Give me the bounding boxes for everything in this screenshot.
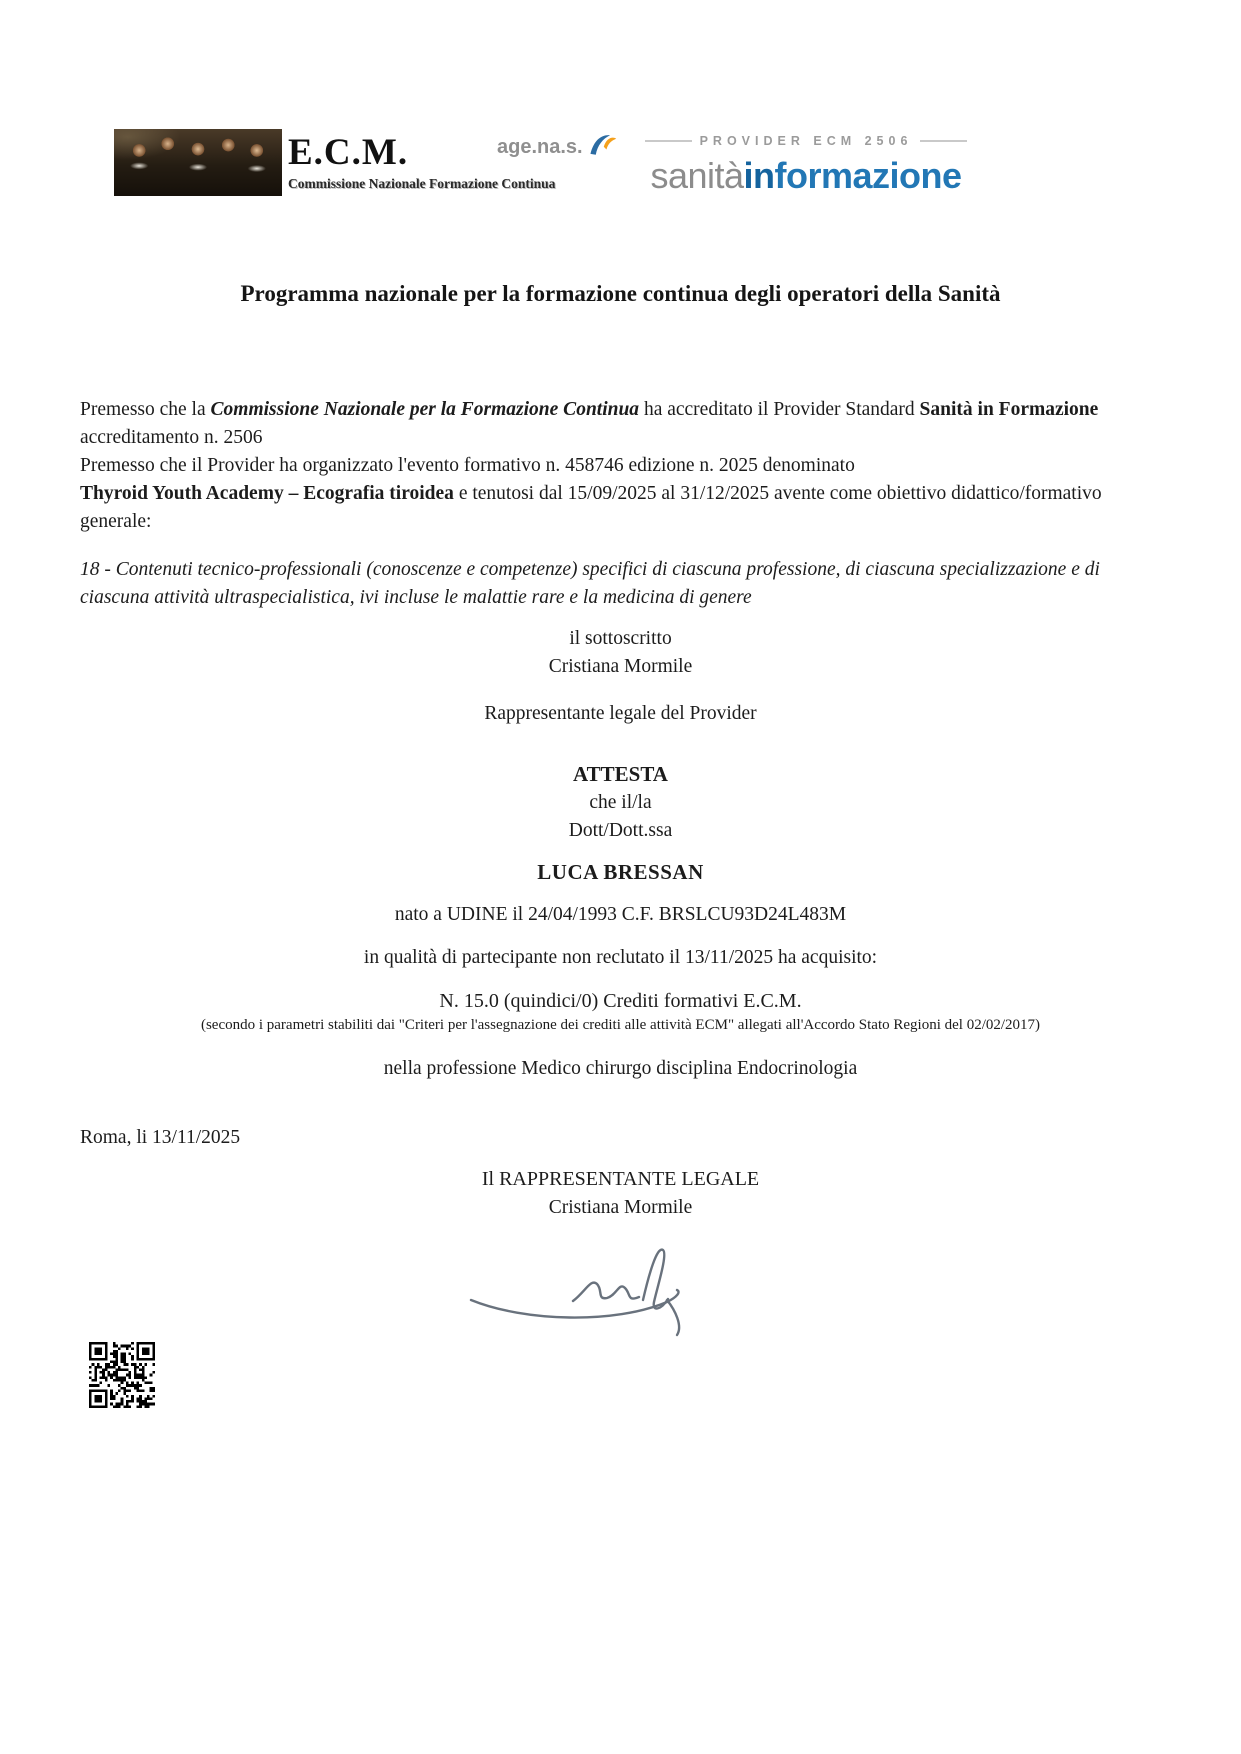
text-segment: ha accreditato il Provider Standard bbox=[639, 399, 920, 420]
agenas-logo bbox=[497, 136, 618, 160]
signature-image bbox=[455, 1238, 725, 1338]
text-segment: accreditamento n. 2506 bbox=[80, 427, 263, 448]
participation-line: in qualità di partecipante non reclutato il 13/11/2025 ha acquisito: bbox=[363, 947, 878, 968]
divider-line-right bbox=[920, 140, 967, 142]
premise-paragraph-1 bbox=[80, 396, 1161, 452]
legal-rep-role: Rappresentante legale del Provider bbox=[484, 703, 757, 724]
divider-line-left bbox=[645, 140, 692, 142]
sanita-informazione-logo bbox=[645, 155, 967, 197]
text-segment: Premesso che il Provider ha organizzato l'evento formativo n. 458746 edizione n. 2025 denominato bbox=[80, 455, 855, 476]
signature-name: Cristiana Mormile bbox=[548, 1197, 693, 1218]
ecm-painting-image bbox=[114, 129, 282, 196]
commission-name-text: Commissione Nazionale per la Formazione Continua bbox=[210, 399, 640, 420]
that-the-line: che il/la bbox=[589, 792, 652, 813]
qr-code bbox=[89, 1342, 155, 1408]
document-title: Programma nazionale per la formazione continua degli operatori della Sanità bbox=[240, 281, 1001, 306]
ecm-logo-caption: Commissione Nazionale Formazione Continua bbox=[288, 176, 556, 191]
provider-logo bbox=[645, 134, 967, 197]
text-segment: Premesso che la bbox=[80, 399, 211, 420]
agenas-swoosh-icon bbox=[586, 130, 618, 160]
provider-ecm-label bbox=[645, 134, 967, 148]
brand-in-text: in bbox=[743, 155, 775, 196]
birth-and-fiscal-code-line: nato a UDINE il 24/04/1993 C.F. BRSLCU93D24L483M bbox=[394, 904, 847, 925]
attests-heading: ATTESTA bbox=[573, 762, 668, 786]
signature-title: Il RAPPRESENTANTE LEGALE bbox=[481, 1168, 760, 1190]
credits-line: N. 15.0 (quindici/0) Crediti formativi E.C.M. bbox=[439, 990, 802, 1012]
brand-formazione-text: formazione bbox=[774, 155, 962, 196]
brand-sanita-text: sanità bbox=[650, 155, 744, 196]
provider-name-text: Sanità in Formazione bbox=[919, 399, 1099, 420]
objective-paragraph: 18 - Contenuti tecnico-professionali (conoscenze e competenze) specifici di ciascuna professione, di ciascuna specializzazione e di ciascuna attività ultraspecialistica, ivi incluse le malattie rare e la medicina di genere bbox=[80, 559, 1100, 608]
event-name-text: Thyroid Youth Academy – Ecografia tiroidea bbox=[80, 483, 454, 504]
text-segment: e tenutosi dal 15/09/2025 al 31/12/2025 avente come obiettivo didattico/formativo generale: bbox=[80, 483, 1102, 532]
provider-ecm-text: PROVIDER ECM 2506 bbox=[699, 134, 913, 148]
credits-note: (secondo i parametri stabiliti dai "Criteri per l'assegnazione dei crediti alle attività ECM" allegati all'Accordo Stato Regioni del 02/02/2017) bbox=[200, 1017, 1041, 1033]
premise-paragraph-2 bbox=[80, 452, 1161, 536]
place-date-line: Roma, li 13/11/2025 bbox=[80, 1127, 241, 1148]
profession-line: nella professione Medico chirurgo disciplina Endocrinologia bbox=[383, 1058, 858, 1079]
undersigned-line: il sottoscritto bbox=[569, 628, 672, 649]
legal-rep-name: Cristiana Mormile bbox=[548, 656, 693, 677]
participant-name: LUCA BRESSAN bbox=[537, 860, 704, 884]
ecm-logo-text: E.C.M. bbox=[288, 132, 409, 173]
agenas-logo-text: age.na.s. bbox=[497, 136, 583, 158]
honorific-line: Dott/Dott.ssa bbox=[568, 820, 673, 841]
